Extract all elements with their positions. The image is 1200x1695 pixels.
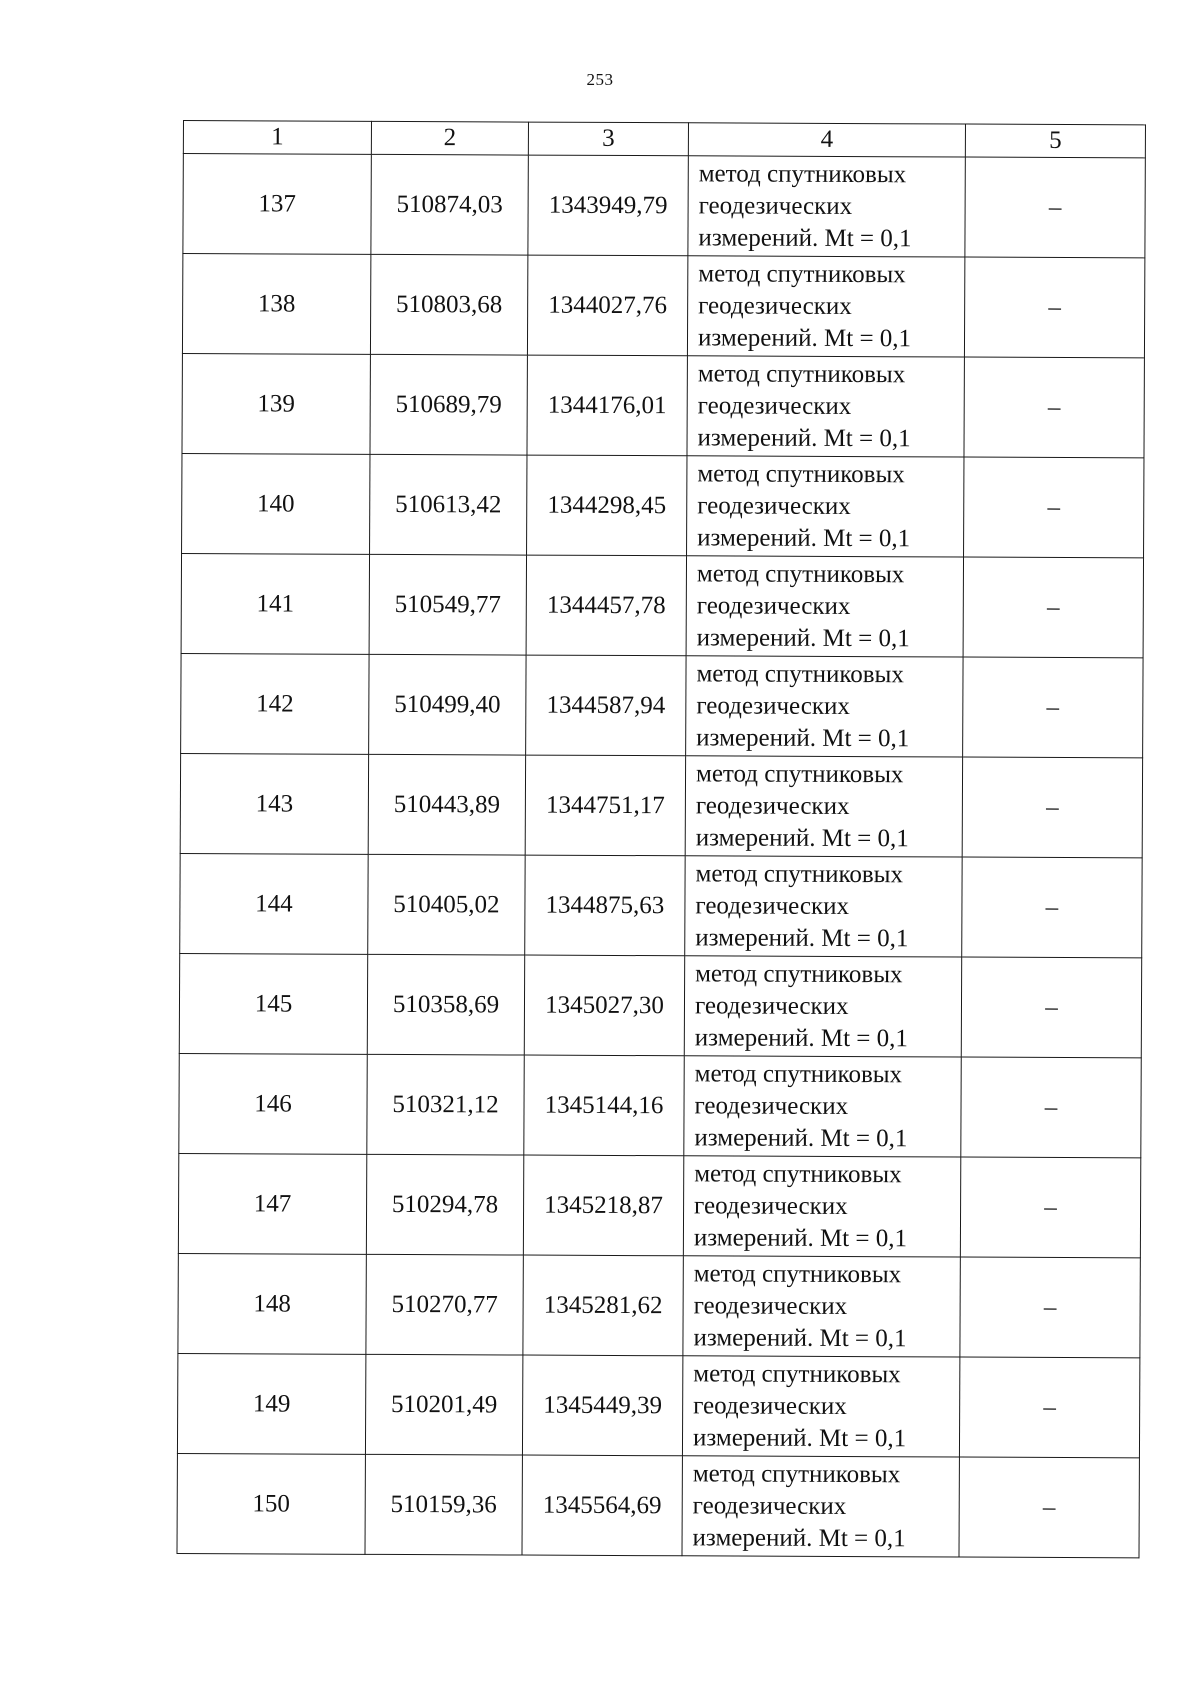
y-coordinate-cell: 1345218,87: [523, 1155, 683, 1256]
column-header-5: 5: [965, 124, 1145, 158]
column-header-3: 3: [528, 122, 688, 156]
point-number-cell: 142: [181, 653, 369, 754]
method-line: измерений. Mt = 0,1: [693, 1223, 908, 1252]
table-row: [182, 254, 1144, 358]
y-coordinate-cell: 1344027,76: [527, 255, 687, 356]
note-cell: –: [963, 557, 1143, 658]
table-row: [182, 453, 1144, 557]
table-row: [180, 853, 1142, 957]
method-line: измерений. Mt = 0,1: [697, 323, 912, 352]
x-coordinate-cell: 510549,77: [369, 554, 526, 655]
x-coordinate-cell: 510358,69: [367, 954, 524, 1055]
note-cell: –: [963, 657, 1143, 758]
method-line: геодезических: [698, 291, 852, 320]
coordinates-table: [176, 120, 1145, 1558]
method-line: метод спутниковых: [694, 1159, 902, 1188]
y-coordinate-cell: 1344457,78: [526, 555, 686, 656]
method-line: метод спутниковых: [696, 559, 905, 588]
method-line: метод спутниковых: [697, 459, 905, 488]
column-header-1: 1: [183, 121, 371, 155]
method-line: метод спутниковых: [695, 859, 904, 888]
note-cell: –: [962, 757, 1142, 858]
note-cell: –: [964, 357, 1144, 458]
method-cell: [684, 956, 961, 1057]
x-coordinate-cell: 510613,42: [370, 454, 527, 555]
method-line: геодезических: [698, 191, 853, 220]
point-number-cell: 148: [178, 1253, 366, 1354]
note-cell: –: [961, 1057, 1141, 1158]
method-line: измерений. Mt = 0,1: [695, 823, 909, 852]
x-coordinate-cell: 510321,12: [367, 1054, 524, 1155]
method-line: измерений. Mt = 0,1: [692, 1423, 907, 1452]
method-cell: [688, 156, 965, 257]
y-coordinate-cell: 1343949,79: [528, 155, 688, 256]
table-row: [181, 553, 1143, 657]
method-line: геодезических: [693, 1391, 847, 1420]
table-row: [183, 154, 1145, 258]
method-line: измерений. Mt = 0,1: [696, 623, 910, 652]
method-line: измерений. Mt = 0,1: [695, 923, 909, 952]
method-cell: [683, 1156, 960, 1257]
y-coordinate-cell: 1345449,39: [522, 1355, 682, 1456]
method-line: метод спутниковых: [696, 659, 904, 688]
note-cell: –: [960, 1157, 1140, 1258]
method-line: измерений. Mt = 0,1: [696, 723, 910, 752]
method-line: метод спутниковых: [695, 959, 903, 988]
method-line: метод спутниковых: [693, 1259, 902, 1288]
method-line: измерений. Mt = 0,1: [693, 1323, 907, 1352]
note-cell: –: [964, 257, 1144, 358]
note-cell: –: [960, 1257, 1140, 1358]
table-row: [177, 1353, 1139, 1457]
x-coordinate-cell: 510874,03: [371, 154, 528, 255]
x-coordinate-cell: 510405,02: [368, 854, 525, 955]
y-coordinate-cell: 1345027,30: [524, 955, 684, 1056]
method-line: метод спутниковых: [697, 359, 906, 388]
header-row: [183, 121, 1145, 158]
x-coordinate-cell: 510803,68: [370, 254, 527, 355]
y-coordinate-cell: 1345281,62: [523, 1255, 683, 1356]
method-cell: [687, 356, 964, 457]
note-cell: –: [959, 1357, 1139, 1458]
y-coordinate-cell: 1344176,01: [527, 355, 687, 456]
x-coordinate-cell: 510689,79: [370, 354, 527, 455]
method-cell: [684, 1056, 961, 1157]
table-row: [180, 753, 1142, 857]
method-line: метод спутниковых: [693, 1359, 901, 1388]
method-cell: [683, 1256, 960, 1357]
table-row: [179, 1053, 1141, 1157]
point-number-cell: 143: [180, 753, 368, 854]
x-coordinate-cell: 510270,77: [366, 1254, 523, 1355]
method-line: геодезических: [695, 891, 850, 920]
point-number-cell: 147: [178, 1153, 366, 1254]
y-coordinate-cell: 1344298,45: [527, 455, 687, 556]
method-line: измерений. Mt = 0,1: [697, 523, 911, 552]
method-line: метод спутниковых: [698, 259, 906, 288]
method-line: геодезических: [696, 691, 851, 720]
method-line: измерений. Mt = 0,1: [694, 1023, 908, 1052]
method-cell: [687, 456, 964, 557]
table-body: [177, 154, 1145, 1558]
point-number-cell: 149: [177, 1353, 365, 1454]
point-number-cell: 138: [182, 254, 370, 355]
table-row: [182, 353, 1144, 457]
table-row: [181, 653, 1143, 757]
page-number: 253: [586, 70, 614, 89]
y-coordinate-cell: 1345144,16: [524, 1055, 684, 1156]
method-line: геодезических: [696, 591, 851, 620]
point-number-cell: 137: [183, 154, 371, 255]
note-cell: –: [964, 457, 1144, 558]
method-line: геодезических: [694, 991, 849, 1020]
method-line: метод спутниковых: [698, 159, 907, 188]
y-coordinate-cell: 1344875,63: [525, 855, 685, 956]
x-coordinate-cell: 510499,40: [369, 654, 526, 755]
point-number-cell: 141: [181, 553, 369, 654]
method-cell: [685, 756, 962, 857]
x-coordinate-cell: 510443,89: [368, 754, 525, 855]
method-cell: [682, 1456, 959, 1557]
method-cell: [685, 856, 962, 957]
method-cell: [687, 256, 964, 357]
point-number-cell: 139: [182, 353, 370, 454]
method-line: измерений. Mt = 0,1: [697, 423, 911, 452]
method-line: геодезических: [692, 1491, 847, 1520]
method-line: геодезических: [694, 1191, 848, 1220]
y-coordinate-cell: 1345564,69: [522, 1455, 682, 1556]
point-number-cell: 150: [177, 1453, 365, 1554]
method-line: измерений. Mt = 0,1: [694, 1123, 908, 1152]
point-number-cell: 140: [182, 453, 370, 554]
method-line: метод спутниковых: [692, 1459, 901, 1488]
column-header-4: 4: [688, 123, 965, 157]
method-line: геодезических: [695, 791, 850, 820]
y-coordinate-cell: 1344751,17: [525, 755, 685, 856]
table-row: [178, 1153, 1140, 1257]
method-line: метод спутниковых: [695, 759, 904, 788]
x-coordinate-cell: 510294,78: [366, 1154, 523, 1255]
note-cell: –: [961, 957, 1141, 1058]
point-number-cell: 144: [180, 853, 368, 954]
y-coordinate-cell: 1344587,94: [526, 655, 686, 756]
method-line: геодезических: [693, 1291, 848, 1320]
method-line: измерений. Mt = 0,1: [698, 223, 912, 252]
note-cell: –: [959, 1457, 1139, 1558]
method-line: метод спутниковых: [694, 1059, 903, 1088]
note-cell: –: [962, 857, 1142, 958]
table-row: [179, 953, 1141, 1057]
column-header-2: 2: [371, 121, 528, 155]
method-line: измерений. Mt = 0,1: [692, 1523, 906, 1552]
point-number-cell: 145: [179, 953, 367, 1054]
x-coordinate-cell: 510201,49: [365, 1354, 522, 1455]
method-line: геодезических: [697, 491, 851, 520]
point-number-cell: 146: [179, 1053, 367, 1154]
method-line: геодезических: [697, 391, 852, 420]
note-cell: –: [965, 157, 1145, 258]
method-cell: [686, 556, 963, 657]
table-row: [178, 1253, 1140, 1357]
method-cell: [682, 1356, 959, 1457]
x-coordinate-cell: 510159,36: [365, 1454, 522, 1555]
method-line: геодезических: [694, 1091, 849, 1120]
method-cell: [686, 656, 963, 757]
table-row: [177, 1453, 1139, 1557]
